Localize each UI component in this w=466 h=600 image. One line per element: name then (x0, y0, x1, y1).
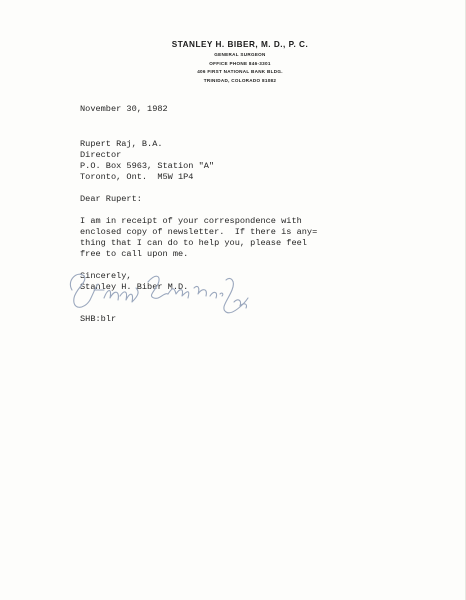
paragraph-line: free to call upon me. (80, 249, 189, 259)
letterhead-name: STANLEY H. BIBER, M. D., P. C. (171, 40, 309, 49)
initials: SHB:blr (80, 314, 117, 324)
letterhead-city: TRINIDAD, COLORADO 81082 (203, 77, 277, 83)
closing: Sincerely, (80, 271, 132, 281)
salutation: Dear Rupert: (80, 194, 142, 204)
signature-name: Stanley H. Biber M.D. (80, 282, 189, 292)
recipient-box: P.O. Box 5963, Station "A" (80, 161, 215, 171)
handwritten-signature (50, 262, 260, 322)
letterhead-phone: OFFICE PHONE 846-3301 (209, 60, 271, 66)
paragraph-line: enclosed copy of newsletter. If there is any= (80, 227, 318, 237)
letter-date: November 30, 1982 (80, 104, 168, 114)
letterhead-title: GENERAL SURGEON (214, 52, 266, 57)
recipient-city: Toronto, Ont. M5W 1P4 (80, 172, 194, 182)
letterhead-address: 406 FIRST NATIONAL BANK BLDG. (197, 69, 283, 75)
recipient-name: Rupert Raj, B.A. (80, 139, 163, 149)
letterhead (160, 40, 320, 85)
paragraph-line: thing that I can do to help you, please feel (80, 238, 307, 248)
paragraph-line: I am in receipt of your correspondence with (80, 216, 302, 226)
recipient-role: Director (80, 150, 122, 160)
